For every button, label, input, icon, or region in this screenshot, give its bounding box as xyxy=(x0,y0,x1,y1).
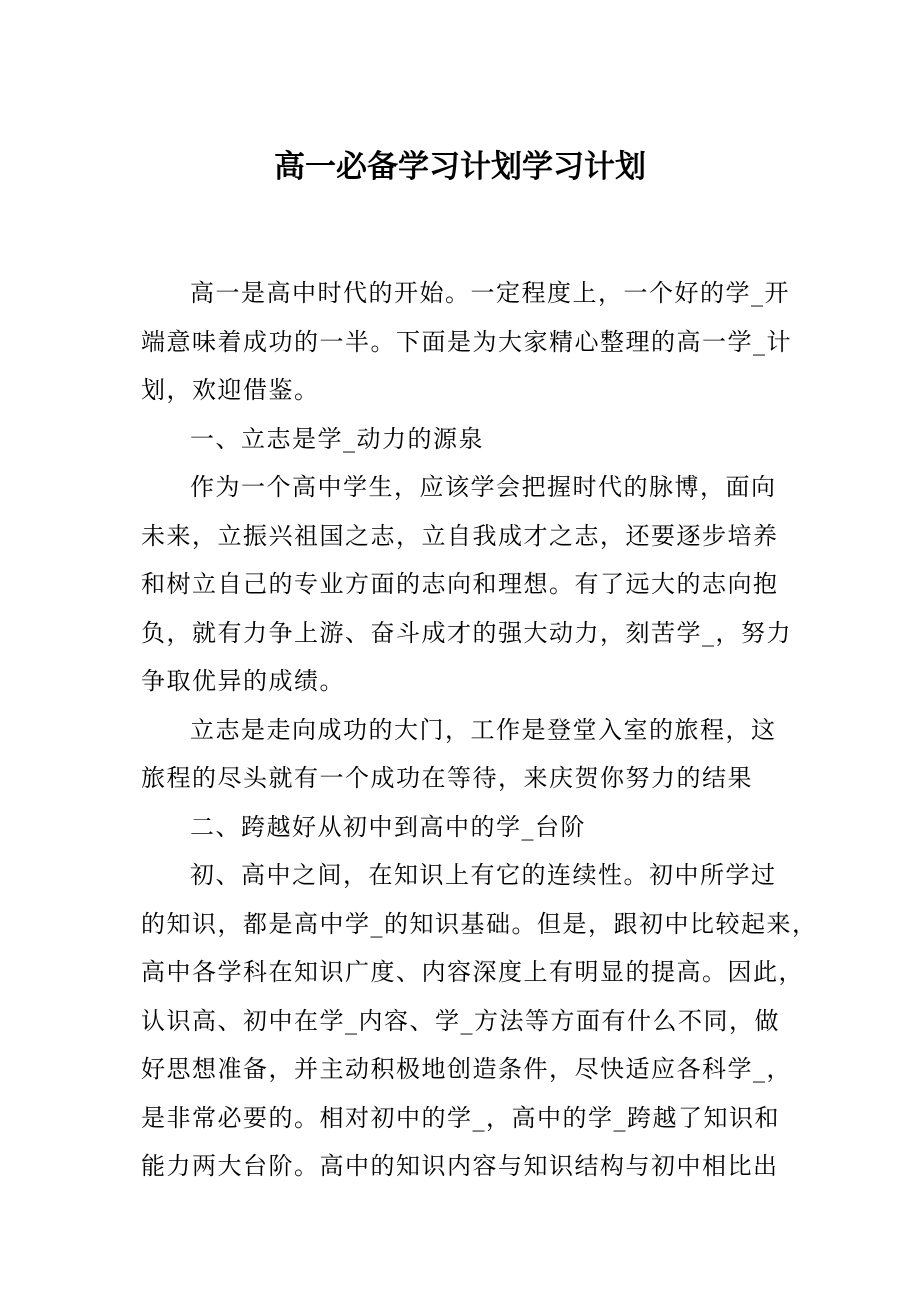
paragraph-line: 划，欢迎借鉴。 xyxy=(141,376,320,404)
paragraph-line: 未来，立振兴祖国之志，立自我成才之志，还要逐步培养 xyxy=(141,522,779,550)
paragraph-line: 好思想准备，并主动积极地创造条件，尽快适应各科学_， xyxy=(141,1055,792,1083)
document-title: 高一必备学习计划学习计划 xyxy=(274,149,646,185)
paragraph-line: 是非常必要的。相对初中的学_，高中的学_跨越了知识和 xyxy=(141,1104,780,1132)
paragraph-line: 旅程的尽头就有一个成功在等待，来庆贺你努力的结果 xyxy=(141,764,753,792)
paragraph-line: 初、高中之间，在知识上有它的连续性。初中所学过 xyxy=(190,861,777,889)
paragraph-line: 高一是高中时代的开始。一定程度上，一个好的学_开 xyxy=(190,279,790,307)
paragraph-line: 高中各学科在知识广度、内容深度上有明显的提高。因此， xyxy=(141,958,804,986)
paragraph-line: 争取优异的成绩。 xyxy=(141,667,345,695)
paragraph-line: 立志是走向成功的大门，工作是登堂入室的旅程，这 xyxy=(190,716,777,744)
section-heading: 二、跨越好从初中到高中的学_台阶 xyxy=(190,813,586,841)
paragraph-line: 端意味着成功的一半。下面是为大家精心整理的高一学_计 xyxy=(141,328,792,356)
paragraph-line: 认识高、初中在学_内容、学_方法等方面有什么不同，做 xyxy=(141,1007,780,1035)
paragraph-line: 能力两大台阶。高中的知识内容与知识结构与初中相比出 xyxy=(141,1152,779,1180)
paragraph-line: 和树立自己的专业方面的志向和理想。有了远大的志向抱 xyxy=(141,570,779,598)
paragraph-line: 的知识，都是高中学_的知识基础。但是，跟初中比较起来， xyxy=(141,910,818,938)
paragraph-line: 负，就有力争上游、奋斗成才的强大动力，刻苦学_，努力 xyxy=(141,619,792,647)
section-heading: 一、立志是学_动力的源泉 xyxy=(190,425,484,453)
paragraph-line: 作为一个高中学生，应该学会把握时代的脉博，面向 xyxy=(190,473,777,501)
